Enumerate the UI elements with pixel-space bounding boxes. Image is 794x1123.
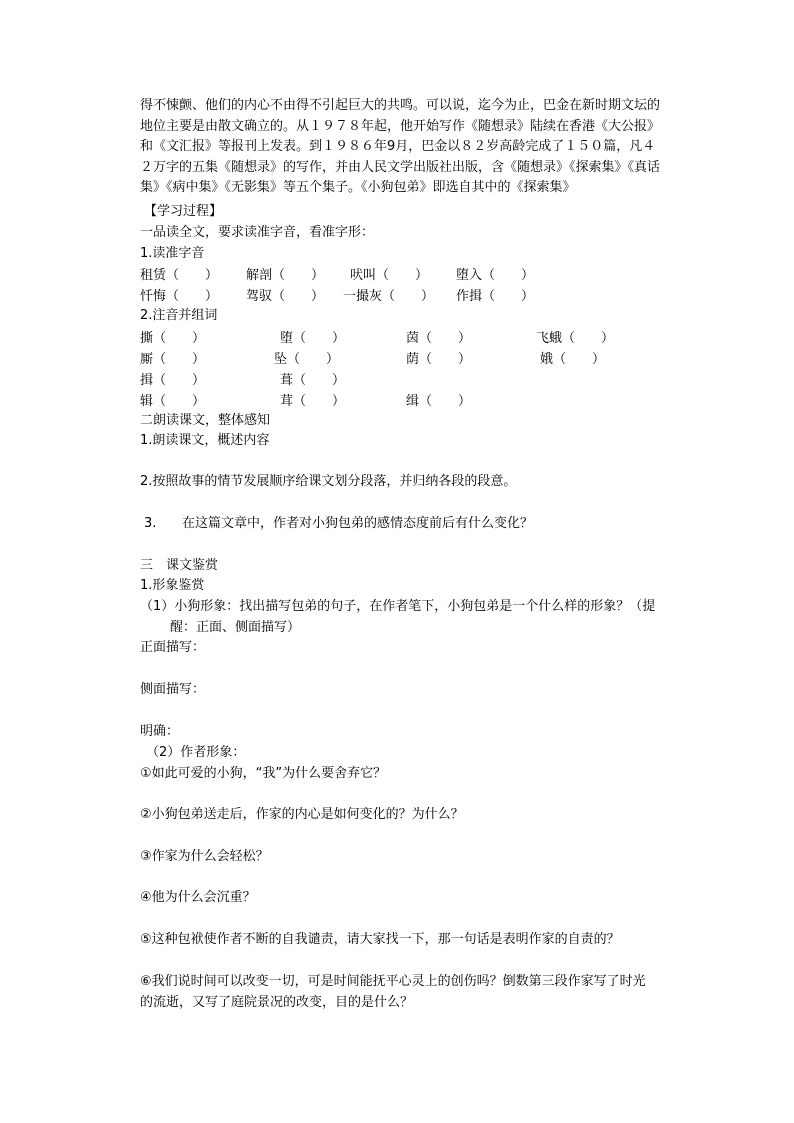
clear-answer-label: 明确： bbox=[140, 724, 180, 739]
part2-title: 二朗读课文，整体感知 bbox=[140, 413, 271, 428]
pinyin-item: 驾驭（ ） bbox=[246, 289, 325, 304]
pinyin-row-2 bbox=[0, 285, 794, 305]
pinyin-item: 吠叫（ ） bbox=[350, 268, 429, 283]
char-item: 堕（ ） bbox=[280, 331, 346, 346]
char-grid-row bbox=[0, 327, 794, 347]
intro-paragraph: 得不悚颤、他们的内心不由得不引起巨大的共鸣。可以说，迄今为止，巴金在新时期文坛的地位主要是由散文确立的。从１９７８年起，他开始写作《随想录》陆续在香港《大公报》和《文汇报》等报刊上发表。到１９８６年9月，巴金以８２岁高龄完成了１５０篇，凡４２万字的五集《随想录》的写作，并由人民文学出版社出版，含《随想录》《探索集》《真话集》《病中集》《无影集》等五个集子。《小狗包弟》即选自其中的《探索集》 bbox=[140, 98, 661, 196]
part1-title: 一品读全文，要求读准字音，看准字形： bbox=[140, 225, 375, 240]
author-question-last: ⑥我们说时间可以改变一切，可是时间能抚平心灵上的创伤吗？倒数第三段作家写了时光的流逝，又写了庭院景况的改变，目的是什么？ bbox=[140, 974, 646, 1010]
char-item: 荫（ ） bbox=[406, 352, 472, 367]
author-question: ③作家为什么会轻松？ bbox=[140, 849, 269, 864]
front-description-label: 正面描写： bbox=[140, 640, 206, 655]
author-question: ②小狗包弟送走后，作家的内心是如何变化的？为什么？ bbox=[140, 807, 464, 822]
pinyin-item: 忏悔（ ） bbox=[140, 289, 219, 304]
char-item: 缉（ ） bbox=[406, 394, 472, 409]
char-item: 厮（ ） bbox=[140, 352, 206, 367]
author-question: ⑤这种包袱使作者不断的自我谴责，请大家找一下，那一句话是表明作家的自责的？ bbox=[140, 932, 620, 947]
part3-title: 三 课文鉴赏 bbox=[140, 558, 219, 573]
char-grid-row bbox=[0, 369, 794, 389]
char-item: 辑（ ） bbox=[140, 394, 206, 409]
char-grid-row bbox=[0, 348, 794, 368]
part2-question-1: 1.朗读课文，概述内容 bbox=[140, 433, 270, 448]
part2-question-2: 2.按照故事的情节发展顺序给课文划分段落，并归纳各段的段意。 bbox=[140, 474, 517, 489]
char-item: 娥（ ） bbox=[540, 352, 606, 367]
author-question: ①如此可爱的小狗，“我”为什么要舍弃它？ bbox=[140, 766, 387, 781]
char-item: 撕（ ） bbox=[140, 331, 206, 346]
part2-question-3-number: 3. bbox=[144, 516, 157, 531]
char-item: 揖（ ） bbox=[140, 373, 206, 388]
pinyin-item: 一撮灰（ ） bbox=[343, 289, 435, 304]
char-item: 飞蛾（ ） bbox=[536, 331, 615, 346]
char-item: 茵（ ） bbox=[406, 331, 472, 346]
part2-question-3: 在这篇文章中，作者对小狗包弟的感情态度前后有什么变化？ bbox=[182, 516, 534, 531]
dog-image-prompt: （1）小狗形象：找出描写包弟的句子，在作者笔下，小狗包弟是一个什么样的形象？（提醒：正面、侧面描写） bbox=[140, 599, 656, 635]
section-title: 【学习过程】 bbox=[144, 204, 223, 219]
char-grid-row bbox=[0, 390, 794, 410]
part3-sub1: 1.形象鉴赏 bbox=[140, 578, 205, 593]
author-question: ④他为什么会沉重？ bbox=[140, 890, 256, 905]
pinyin-row-1 bbox=[0, 264, 794, 284]
pinyin-item: 租赁（ ） bbox=[140, 268, 219, 283]
pinyin-item: 解剖（ ） bbox=[246, 268, 325, 283]
pinyin-item: 堕入（ ） bbox=[456, 268, 535, 283]
char-item: 茸（ ） bbox=[280, 394, 346, 409]
author-image-heading: （2）作者形象： bbox=[146, 745, 246, 760]
char-item: 坠（ ） bbox=[274, 352, 340, 367]
pinyin-item: 作揖（ ） bbox=[456, 289, 535, 304]
part1-sub2: 2.注音并组词 bbox=[140, 308, 218, 323]
part1-sub1: 1.读准字音 bbox=[140, 246, 205, 261]
side-description-label: 侧面描写： bbox=[140, 682, 206, 697]
char-item: 葺（ ） bbox=[280, 373, 346, 388]
